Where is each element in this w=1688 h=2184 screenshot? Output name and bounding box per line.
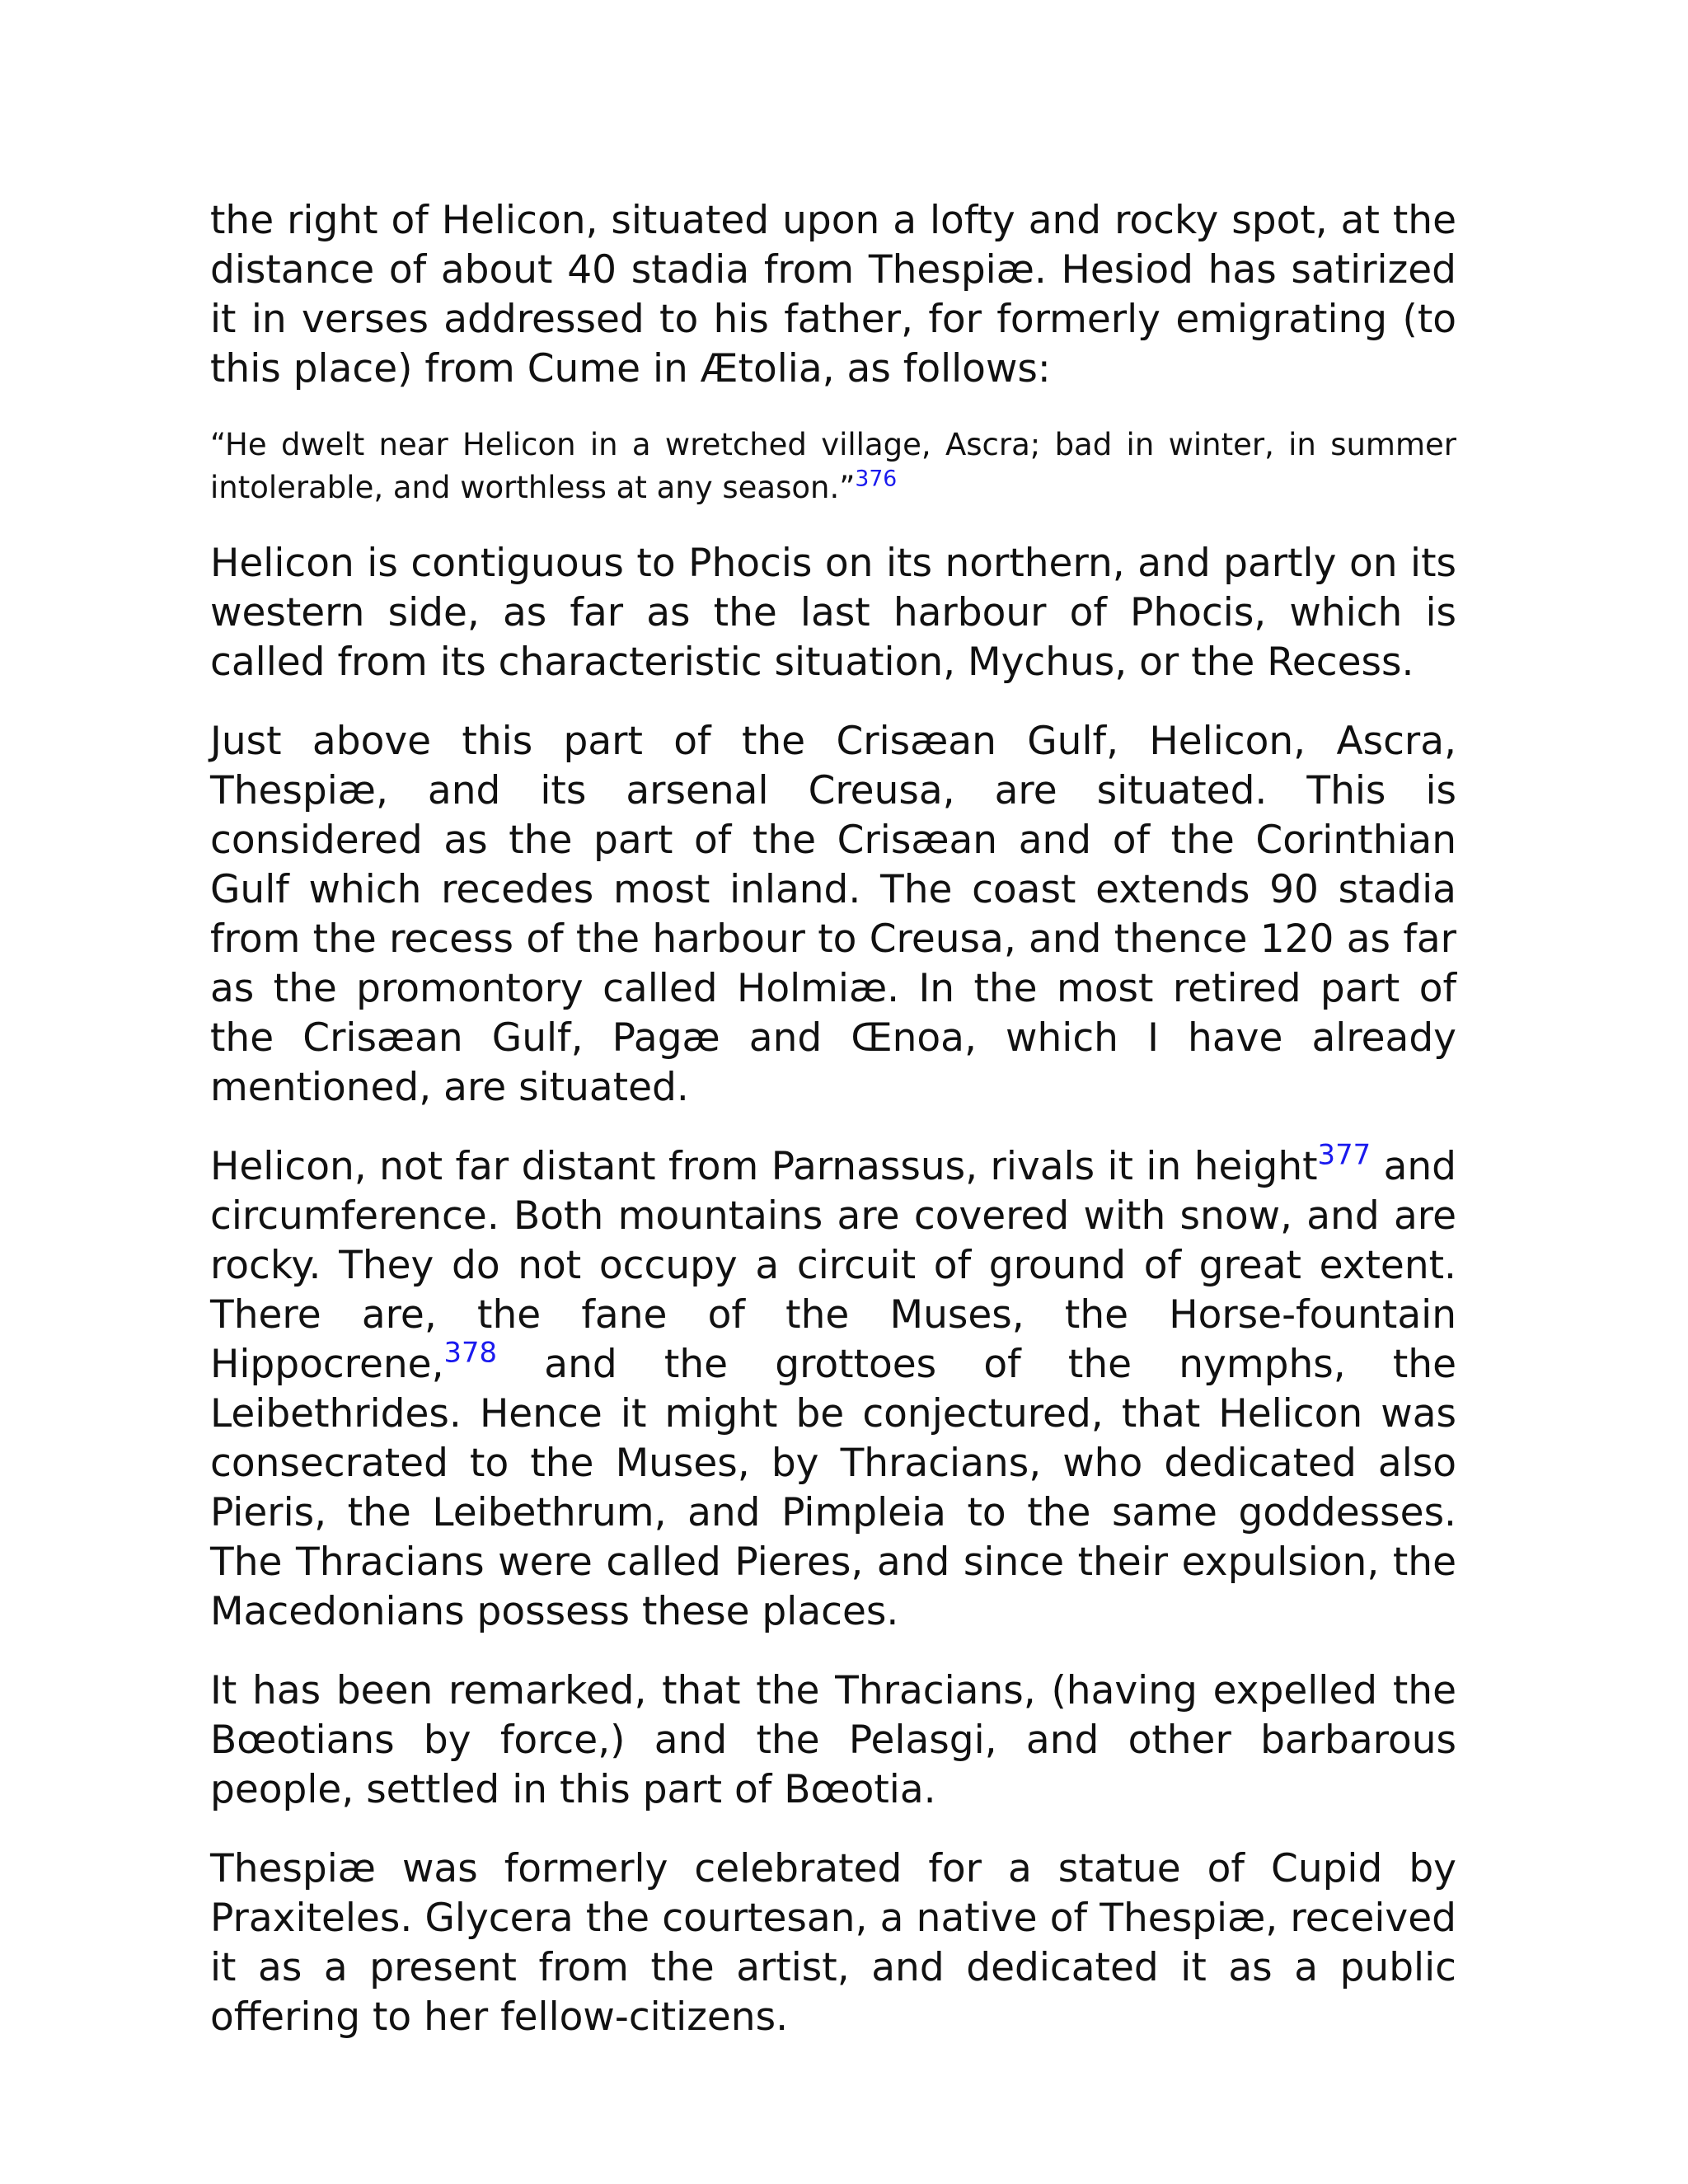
footnote-link-376[interactable]: 376 bbox=[855, 466, 898, 492]
paragraph-helicon-muses-part-3: and the grottoes of the nymphs, the Leibethrides. Hence it might be conjectured, that Helicon was consecrated to the Muses, by Thracians, who dedicated also Pieris, the Leibethrum, and Pimpleia to the same goddesses. The Thracians were called Pieres, and since their expulsion, the Macedonians possess these places. bbox=[210, 1342, 1456, 1634]
paragraph-helicon-muses bbox=[210, 1138, 1456, 1637]
footnote-link-377[interactable]: 377 bbox=[1317, 1138, 1372, 1171]
paragraph-thracians: It has been remarked, that the Thracians, (having expelled the Bœotians by force,) and the Pelasgi, and other barbarous people, settled in this part of Bœotia. bbox=[210, 1668, 1456, 1812]
hesiod-quote-text: “He dwelt near Helicon in a wretched village, Ascra; bad in winter, in summer intolerable, and worthless at any season.” bbox=[210, 427, 1456, 505]
paragraph-helicon-muses-part-1: Helicon, not far distant from Parnassus, rivals it in height bbox=[210, 1144, 1318, 1189]
page-body bbox=[210, 196, 1456, 2072]
hesiod-quote bbox=[210, 424, 1456, 509]
paragraph-thespiae-cupid: Thespiæ was formerly celebrated for a statue of Cupid by Praxiteles. Glycera the courtesan, a native of Thespiæ, received it as a present from the artist, and dedicated it as a public offering to her fellow-citizens. bbox=[210, 1846, 1456, 2040]
paragraph-crisaean-gulf: Just above this part of the Crisæan Gulf, Helicon, Ascra, Thespiæ, and its arsenal Creusa, are situated. This is considered as the part of the Crisæan and of the Corinthian Gulf which recedes most inland. The coast extends 90 stadia from the recess of the harbour to Creusa, and thence 120 as far as the promontory called Holmiæ. In the most retired part of the Crisæan Gulf, Pagæ and Œnoa, which I have already mentioned, are situated. bbox=[210, 719, 1456, 1110]
paragraph-helicon-phocis: Helicon is contiguous to Phocis on its northern, and partly on its western side, as far as the last harbour of Phocis, which is called from its characteristic situation, Mychus, or the Recess. bbox=[210, 541, 1456, 685]
footnote-link-378[interactable]: 378 bbox=[443, 1336, 498, 1369]
paragraph-ascra-description: the right of Helicon, situated upon a lofty and rocky spot, at the distance of about 40 stadia from Thespiæ. Hesiod has satirized it in verses addressed to his father, for formerly emigrating (to this place) from Cume in Ætolia, as follows: bbox=[210, 198, 1456, 391]
paragraph-helicon-muses-part-2: and circumference. Both mountains are covered with snow, and are rocky. They do not occupy a circuit of ground of great extent. There are, the fane of the Muses, the Horse-fountain Hippocrene, bbox=[210, 1144, 1456, 1387]
